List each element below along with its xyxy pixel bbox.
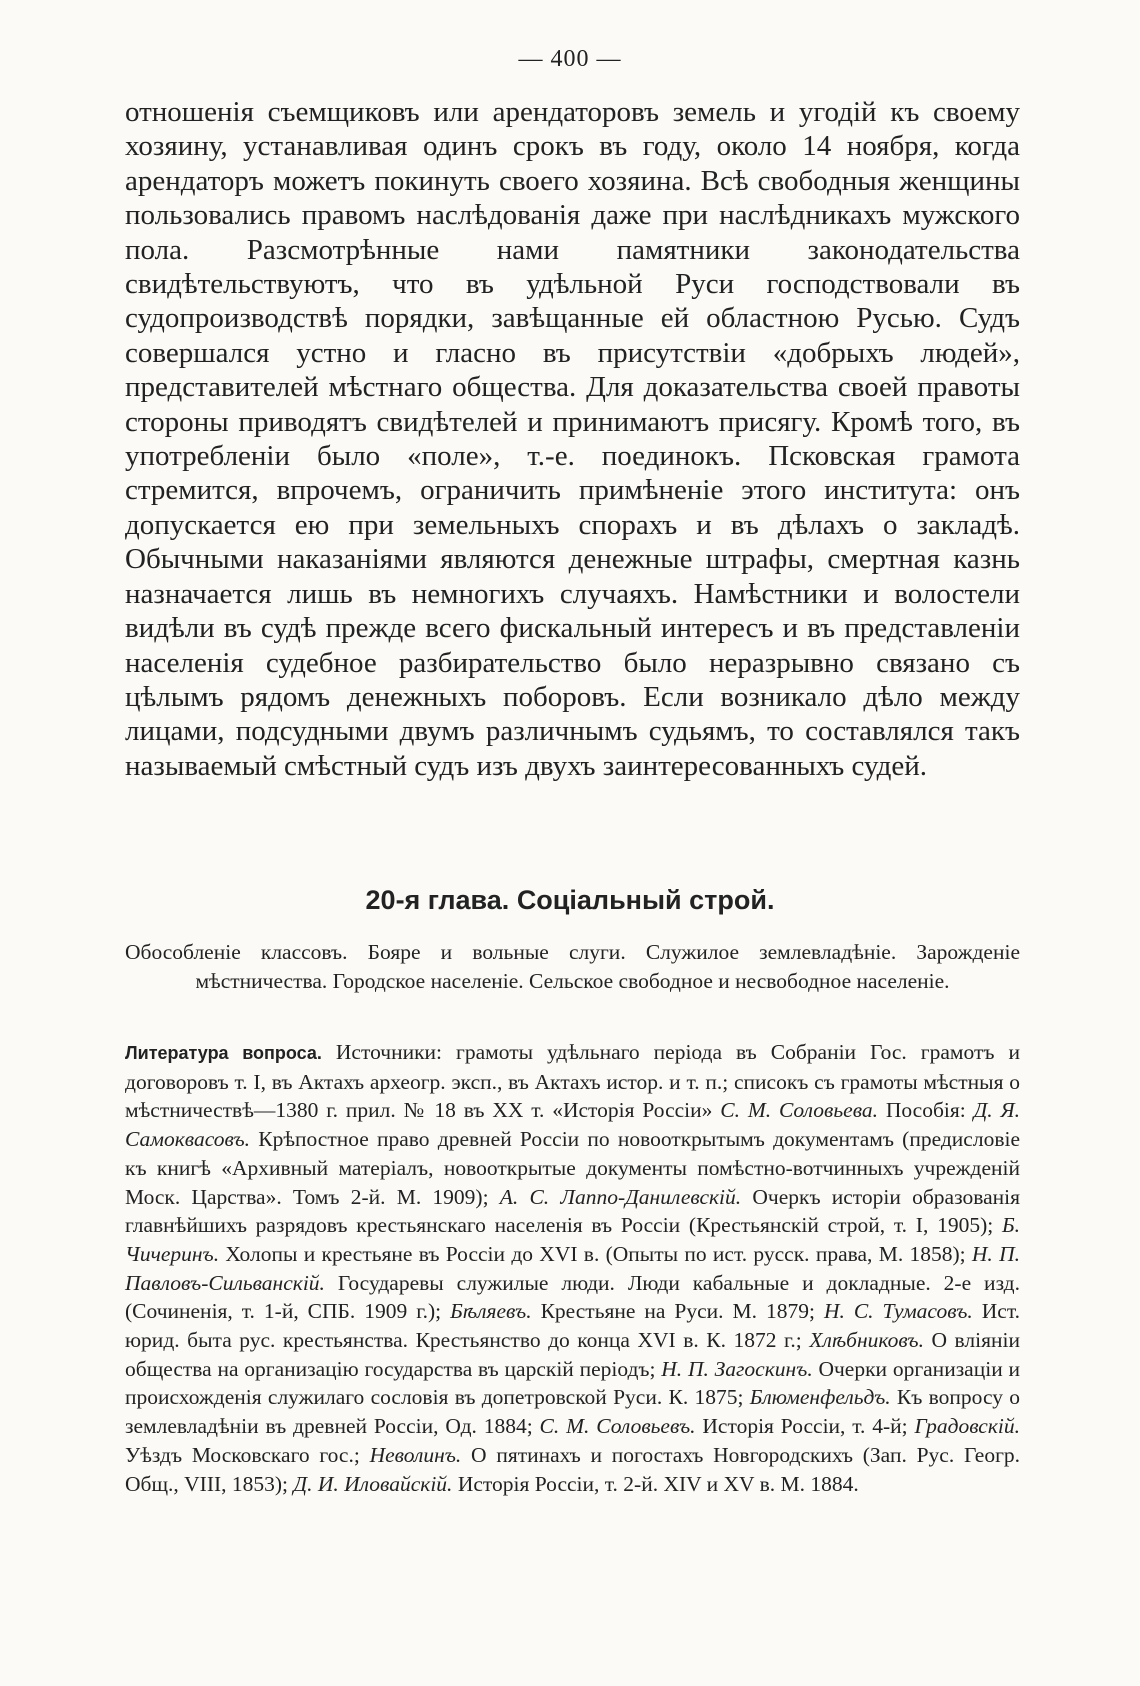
lit-author: Н. П. Павловъ-Сильванскій. xyxy=(125,1241,1020,1295)
lit-author: Хлѣбниковъ. xyxy=(809,1328,924,1353)
lit-text: Холопы и крестьяне въ Россіи до XVI в. (Опыты по ист. русск. права, М. 1858); xyxy=(219,1241,972,1266)
lit-text: Источники: грамоты удѣльнаго періода въ Собраніи Гос. грамотъ и договоровъ т. I, въ Актахъ археогр. эксп., въ Актахъ истор. и т. п.; списокъ съ грамоты мѣстныя о мѣстничествѣ—1380 г. прил. № 18 въ XX т. «Исторія Россіи» xyxy=(125,1040,1020,1123)
lit-text: Уѣздъ Московскаго гос.; xyxy=(125,1442,370,1467)
lit-author: Н. П. Загоскинъ. xyxy=(661,1356,813,1381)
page-number: — 400 — xyxy=(518,46,622,72)
lit-text: Исторія Россіи, т. 2-й. XIV и XV в. М. 1884. xyxy=(452,1471,859,1496)
lit-text: Ист. юрид. быта рус. крестьянства. Крестьянство до конца XVI в. К. 1872 г.; xyxy=(125,1299,1020,1353)
lit-text: Крѣпостное право древней Россіи по новооткрытымъ документамъ (предисловіе къ книгѣ «Архивный матеріалъ, новооткрытые документы помѣстно-вотчинныхъ учрежденій Моск. Царства». Томъ 2-й. М. 1909); xyxy=(125,1127,1020,1209)
lit-author: Градовскій. xyxy=(914,1414,1021,1439)
lit-author: Д. Я. Самоквасовъ. xyxy=(125,1098,1021,1152)
literature-paragraph xyxy=(125,1038,1020,1498)
lit-text: Очеркъ исторіи образованія главнѣйшихъ разрядовъ крестьянскаго населенія въ Россіи (Крестьянскій строй, т. I, 1905); xyxy=(125,1184,1020,1238)
lit-text: Крестьяне на Руси. М. 1879; xyxy=(531,1299,824,1324)
lit-text: Государевы служилые люди. Люди кабальные и докладные. 2-е изд. (Сочиненія, т. 1-й, СПБ. 1909 г.); xyxy=(125,1270,1020,1324)
main-paragraph: отношенія съемщиковъ или арендаторовъ земель и угодій къ своему хозяину, устанавливая одинъ срокъ въ году, около 14 ноября, когда арендаторъ можетъ покинуть своего хозяина. Всѣ свободныя женщины пользовались правомъ наслѣдованія даже при наслѣдникахъ мужского пола. Разсмотрѣнные нами памятники законодательства свидѣтельствуютъ, что въ удѣльной Руси господствовали въ судопроизводствѣ порядки, завѣщанные ей областною Русью. Судъ совершался устно и гласно въ присутствіи «добрыхъ людей», представителей мѣстнаго общества. Для доказательства своей правоты стороны приводятъ свидѣтелей и принимаютъ присягу. Кромѣ того, въ употребленіи было «поле», т.-е. поединокъ. Псковская грамота стремится, впрочемъ, ограничить примѣненіе этого института: онъ допускается ею при земельныхъ спорахъ и въ дѣлахъ о закладѣ. Обычными наказаніями являются денежные штрафы, смертная казнь назначается лишь въ немногихъ случаяхъ. Намѣстники и волостели видѣли въ судѣ прежде всего фискальный интересъ и въ представленіи населенія судебное разбирательство было неразрывно связано съ цѣлымъ рядомъ денежныхъ поборовъ. Если возникало дѣло между лицами, подсудными двумъ различнымъ судьямъ, то составлялся такъ называемый смѣстный судъ изъ двухъ заинтересованныхъ судей. xyxy=(125,96,1020,782)
lit-author: Б. Чичеринъ. xyxy=(125,1213,1020,1266)
lit-author: Блюменфельдъ. xyxy=(749,1385,891,1410)
lit-text: Очерки организаціи и происхожденія служилаго сословія въ допетровской Руси. К. 1875; xyxy=(125,1356,1020,1410)
chapter-summary: Обособленіе классовъ. Бояре и вольные слуги. Служилое землевладѣніе. Зарожденіе мѣстничества. Городское населеніе. Сельское свободное и несвободное населеніе. xyxy=(125,940,1020,993)
lit-author: Д. И. Иловайскій. xyxy=(293,1471,453,1496)
lit-author: Неволинъ. xyxy=(369,1442,462,1467)
chapter-heading: 20-я глава. Соціальный строй. xyxy=(365,885,775,915)
lit-text: Къ вопросу о землевладѣніи въ древней Россіи, Од. 1884; xyxy=(125,1385,1020,1439)
lit-author: С. М. Соловьевъ. xyxy=(539,1414,696,1439)
lit-author: С. М. Соловьева. xyxy=(720,1098,879,1123)
lit-text: Пособія: xyxy=(878,1098,974,1123)
lit-text: О пятинахъ и погостахъ Новгородскихъ (Зап. Рус. Геогр. Общ., VIII, 1853); xyxy=(125,1442,1021,1496)
literature-label: Литература вопроса. xyxy=(125,1043,322,1063)
lit-text: О вліяніи общества на организацію государства въ царскій періодъ; xyxy=(125,1328,1020,1381)
lit-author: Н. С. Тумасовъ. xyxy=(823,1299,973,1324)
lit-author: Бѣляевъ. xyxy=(450,1299,532,1324)
lit-author: А. С. Лаппо-Данилевскій. xyxy=(499,1184,742,1209)
lit-text: Исторія Россіи, т. 4-й; xyxy=(695,1414,915,1439)
